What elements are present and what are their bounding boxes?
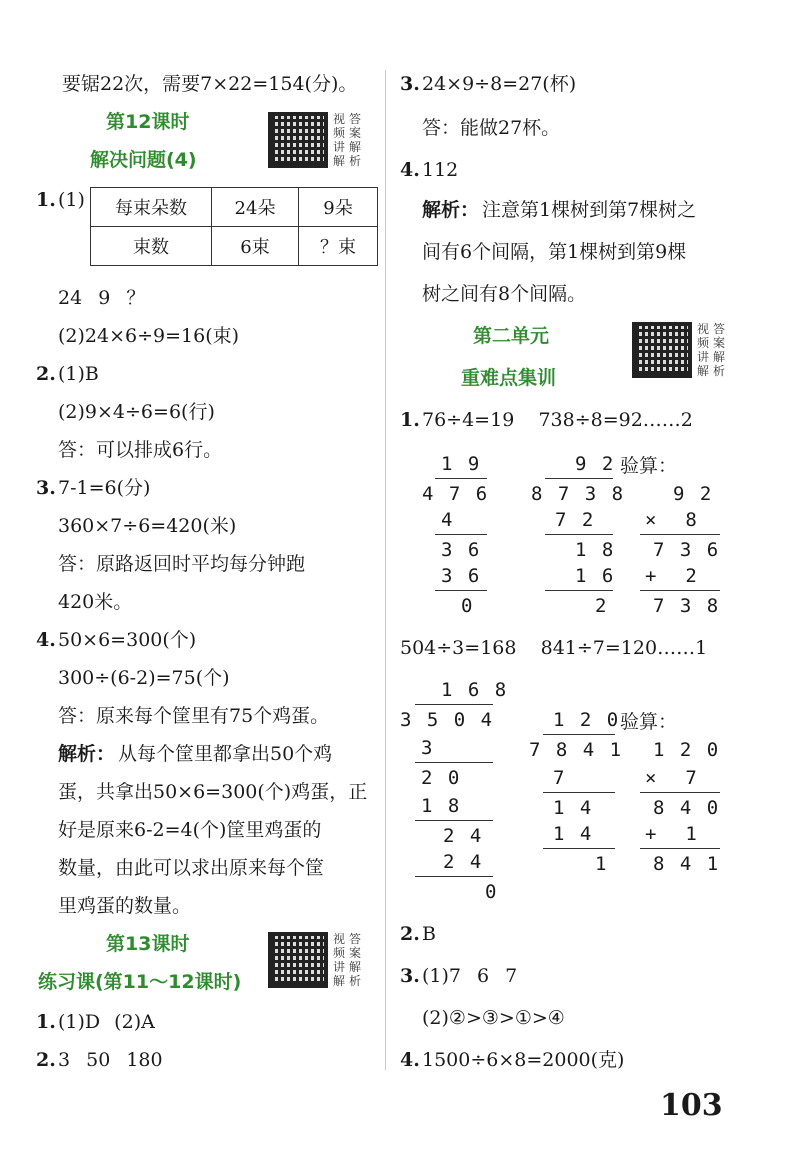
question-number: 3. bbox=[36, 477, 56, 499]
division-step: 3 bbox=[421, 737, 435, 759]
text-line: 数量，由此可以求出原来每个筐 bbox=[58, 857, 325, 879]
qr-code-icon[interactable] bbox=[268, 932, 328, 988]
division-dividend: 8 7 3 8 bbox=[531, 483, 626, 505]
text-line: 要锯22次，需要7×22=154(分)。 bbox=[62, 73, 358, 95]
question-number: 4. bbox=[400, 1049, 420, 1071]
text-line: 答：可以排成6行。 bbox=[58, 439, 223, 461]
division-rule bbox=[545, 590, 613, 591]
text-line: 112 bbox=[422, 159, 459, 181]
division-step: 1 4 bbox=[553, 797, 594, 819]
division-bar bbox=[543, 734, 615, 735]
question-number: 2. bbox=[36, 363, 56, 385]
table-cell: 6束 bbox=[212, 227, 299, 266]
division-quotient: 1 9 bbox=[441, 453, 482, 475]
division-step: 1 6 bbox=[575, 565, 616, 587]
text-line: 1500÷6×8=2000(克) bbox=[422, 1049, 625, 1071]
table-cell: 束数 bbox=[91, 227, 212, 266]
verify-line: + 2 bbox=[645, 565, 699, 587]
unit-subtitle: 重难点集训 bbox=[461, 367, 557, 389]
verify-line: × 7 bbox=[645, 767, 699, 789]
division-quotient: 1 2 0 bbox=[553, 709, 621, 731]
division-remainder: 0 bbox=[485, 881, 499, 903]
division-bar bbox=[435, 478, 487, 479]
qr-code-icon[interactable] bbox=[632, 322, 692, 378]
table-cell: 9朵 bbox=[299, 188, 378, 227]
lesson-12-subtitle: 解决问题(4) bbox=[90, 149, 197, 171]
table-cell: 每束朵数 bbox=[91, 188, 212, 227]
verification-label: 验算： bbox=[620, 455, 678, 477]
verify-line: 8 4 1 bbox=[653, 853, 721, 875]
text-line: 3 50 180 bbox=[58, 1049, 163, 1071]
division-step: 2 4 bbox=[443, 851, 484, 873]
text-line: 间有6个间隔，第1棵树到第9棵 bbox=[422, 241, 687, 263]
lesson-13-subtitle: 练习课(第11～12课时) bbox=[38, 971, 242, 993]
verify-rule bbox=[640, 534, 720, 535]
text-line: 好是原来6-2=4(个)筐里鸡蛋的 bbox=[58, 819, 322, 841]
qr-label: 视答频案讲解解析 bbox=[333, 112, 366, 168]
question-part: (1) bbox=[58, 189, 85, 211]
verify-line: 8 4 0 bbox=[653, 797, 721, 819]
text-line: 504÷3=168 841÷7=120……1 bbox=[400, 637, 708, 659]
text-line: 答：能做27杯。 bbox=[422, 117, 561, 139]
text-line: 从每个筐里都拿出50个鸡 bbox=[118, 743, 333, 765]
table-row bbox=[91, 188, 378, 227]
table-cell: 24朵 bbox=[212, 188, 299, 227]
text-line: 答：原路返回时平均每分钟跑 bbox=[58, 553, 306, 575]
division-step: 7 2 bbox=[555, 509, 596, 531]
division-rule bbox=[415, 876, 493, 877]
text-line: (1)B bbox=[58, 363, 99, 385]
table-row bbox=[91, 227, 378, 266]
division-step: 2 0 bbox=[421, 767, 462, 789]
text-line: (1)7 6 7 bbox=[422, 965, 518, 987]
division-step: 2 4 bbox=[443, 825, 484, 847]
division-quotient: 1 6 8 bbox=[441, 679, 509, 701]
division-remainder: 0 bbox=[461, 595, 475, 617]
division-bar bbox=[415, 704, 493, 705]
division-step: 3 6 bbox=[441, 539, 482, 561]
question-number: 1. bbox=[36, 1011, 56, 1033]
text-line: (2)24×6÷9=16(束) bbox=[58, 325, 240, 347]
lesson-12-title: 第12课时 bbox=[106, 111, 190, 133]
text-line: 76÷4=19 738÷8=92……2 bbox=[422, 409, 693, 431]
verification-label: 验算： bbox=[620, 711, 678, 733]
division-rule bbox=[543, 792, 615, 793]
question-number: 1. bbox=[400, 409, 420, 431]
column-divider bbox=[385, 70, 386, 1070]
division-rule bbox=[545, 534, 613, 535]
verify-line: 9 2 bbox=[673, 483, 714, 505]
text-line: (1)D (2)A bbox=[58, 1011, 155, 1033]
verify-line: 7 3 6 bbox=[653, 539, 721, 561]
unit-title: 第二单元 bbox=[473, 325, 550, 347]
text-line: (2)9×4÷6=6(行) bbox=[58, 401, 215, 423]
page-number: 103 bbox=[660, 1088, 723, 1123]
question-number: 4. bbox=[36, 629, 56, 651]
question-number: 2. bbox=[36, 1049, 56, 1071]
question-number: 1. bbox=[36, 189, 56, 211]
question-number: 2. bbox=[400, 923, 420, 945]
division-dividend: 4 7 6 bbox=[422, 483, 490, 505]
text-line: 24×9÷8=27(杯) bbox=[422, 73, 577, 95]
division-step: 1 8 bbox=[421, 795, 462, 817]
qr-code-icon[interactable] bbox=[268, 112, 328, 168]
division-quotient: 9 2 bbox=[575, 453, 616, 475]
verify-line: × 8 bbox=[645, 509, 699, 531]
table-cell: ？束 bbox=[299, 227, 378, 266]
division-rule bbox=[543, 848, 615, 849]
question-number: 4. bbox=[400, 159, 420, 181]
qr-label: 视答频案讲解解析 bbox=[333, 932, 366, 988]
verify-rule bbox=[640, 792, 720, 793]
division-dividend: 3 5 0 4 bbox=[400, 709, 495, 731]
division-step: 3 6 bbox=[441, 565, 482, 587]
text-line: 300÷(6-2)=75(个) bbox=[58, 667, 230, 689]
question-number: 3. bbox=[400, 965, 420, 987]
text-line: 注意第1棵树到第7棵树之 bbox=[482, 199, 697, 221]
division-rule bbox=[415, 820, 493, 821]
text-line: 420米。 bbox=[58, 591, 133, 613]
text-line: 7-1=6(分) bbox=[58, 477, 151, 499]
division-step: 7 bbox=[553, 767, 567, 789]
text-line: 答：原来每个筐里有75个鸡蛋。 bbox=[58, 705, 330, 727]
text-line: 树之间有8个间隔。 bbox=[422, 283, 587, 305]
qr-label: 视答频案讲解解析 bbox=[697, 322, 730, 378]
verify-line: 1 2 0 bbox=[653, 739, 721, 761]
division-step: 4 bbox=[441, 509, 455, 531]
division-bar bbox=[545, 478, 613, 479]
division-dividend: 7 8 4 1 bbox=[529, 739, 624, 761]
division-rule bbox=[435, 590, 487, 591]
text-line: 50×6=300(个) bbox=[58, 629, 197, 651]
lesson-13-title: 第13课时 bbox=[106, 933, 190, 955]
analysis-label: 解析： bbox=[58, 743, 116, 765]
division-step: 1 8 bbox=[575, 539, 616, 561]
division-remainder: 1 bbox=[595, 853, 609, 875]
analysis-label: 解析： bbox=[422, 199, 480, 221]
verify-line: 7 3 8 bbox=[653, 595, 721, 617]
division-remainder: 2 bbox=[595, 595, 609, 617]
data-table bbox=[90, 187, 378, 266]
division-rule bbox=[435, 534, 487, 535]
verify-rule bbox=[640, 590, 720, 591]
text-line: B bbox=[422, 923, 436, 945]
text-line: 里鸡蛋的数量。 bbox=[58, 895, 192, 917]
text-line: (2)②>③>①>④ bbox=[422, 1007, 565, 1029]
text-line: 360×7÷6=420(米) bbox=[58, 515, 237, 537]
text-line: 24 9 ？ bbox=[58, 287, 146, 309]
question-number: 3. bbox=[400, 73, 420, 95]
verify-line: + 1 bbox=[645, 823, 699, 845]
division-rule bbox=[415, 762, 493, 763]
text-line: 蛋，共拿出50×6=300(个)鸡蛋，正 bbox=[58, 781, 368, 803]
verify-rule bbox=[640, 848, 720, 849]
division-step: 1 4 bbox=[553, 823, 594, 845]
